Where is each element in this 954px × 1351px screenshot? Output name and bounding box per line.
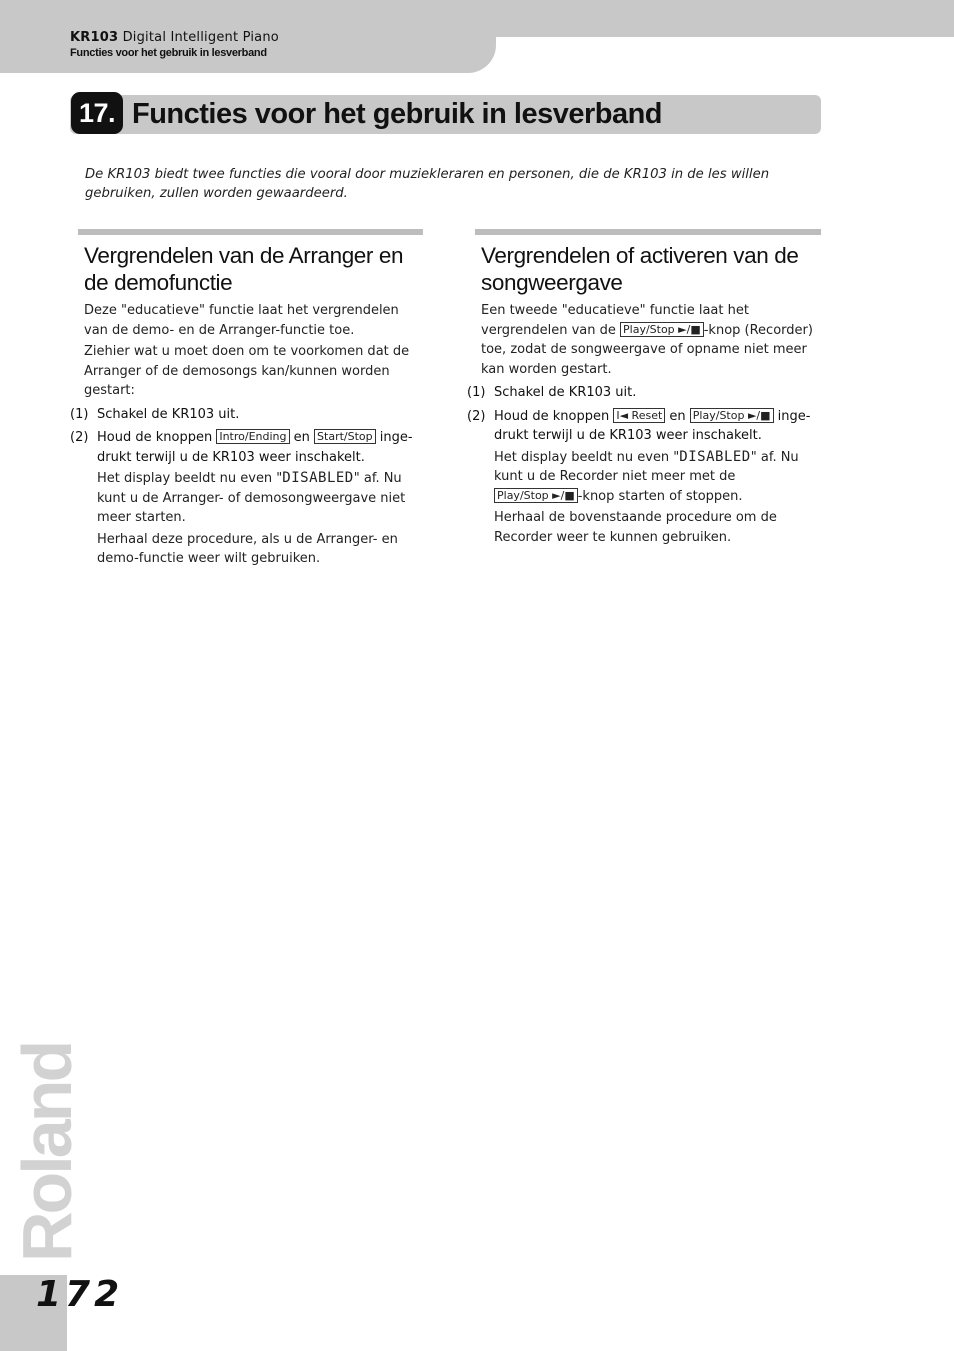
product-model: KR103 [70,30,119,45]
right-step-2 [467,407,821,548]
column-rule [475,229,821,235]
lcd-message: DISABLED [282,470,354,486]
step-number: (2) [467,408,486,424]
repeat-note: Herhaal deze procedure, als u de Arranger- en demo-functie weer wilt gebruiken. [97,531,398,566]
left-step-2 [70,428,423,569]
right-heading: Vergrendelen of activeren van de songweergave [481,243,799,295]
play-stop-key: Play/Stop ►/■ [494,488,578,503]
header-product [70,30,279,45]
step-text: Schakel de KR103 uit. [494,385,637,400]
step-text-part: en [665,408,690,424]
product-name: Digital Intelligent Piano [118,30,279,45]
step-number: (1) [467,385,486,400]
repeat-note: Herhaal de bovenstaande procedure om de Recorder weer te kunnen gebruiken. [494,510,777,545]
reset-key: I◄ Reset [613,408,665,423]
start-stop-key: Start/Stop [314,429,376,444]
roland-logo: Roland [8,1042,86,1262]
chapter-number: 17. [71,92,123,134]
para-text-part: -knop (Recorder) toe, zodat de songweergave of opname niet meer kan worden gestart. [481,322,813,377]
display-note [97,469,423,528]
column-rule [78,229,423,235]
page-number: 172 [36,1274,124,1315]
lcd-message: DISABLED [679,448,751,465]
left-heading: Vergrendelen van de Arranger en de demofunctie [84,243,404,295]
header-strip [496,0,954,37]
right-column [467,229,821,547]
note-text-part: -knop starten of stoppen. [577,488,743,504]
step-text-part: Houd de knoppen [494,408,614,424]
note-text-part: " af. Nu kunt u de Recorder niet meer met de [494,449,799,484]
left-column [70,229,423,569]
right-step-1 [467,383,821,403]
step-text [494,407,821,446]
left-para-1: Deze "educatieve" functie laat het vergrendelen van de demo- en de Arranger-functie toe. [84,303,399,338]
step-text-part: en [289,430,315,445]
intro-paragraph: De KR103 biedt twee functies die vooral door muziekleraren en personen, die de KR103 in de les willen gebruiken, zullen worden gewaardeerd. [85,167,770,201]
left-step-1 [70,405,423,425]
intro-ending-key: Intro/Ending [216,429,289,444]
note-text-part: Het display beeldt nu even " [97,471,283,486]
step-text: Schakel de KR103 uit. [97,406,240,422]
left-para-2: Ziehier wat u moet doen om te voorkomen dat de Arranger of de demosongs kan/kunnen worden gestart: [84,344,410,398]
step-text-part: inge-drukt terwijl u de KR103 weer inschakelt. [97,430,413,465]
step-text [97,428,423,467]
right-para-1 [481,301,821,379]
display-note [494,448,821,507]
play-stop-key: Play/Stop ►/■ [620,322,704,337]
step-text-part: Houd de knoppen [97,430,217,445]
step-text-part: inge-drukt terwijl u de KR103 weer inschakelt. [494,408,811,443]
note-text-part: " af. Nu kunt u de Arranger- of demosongweergave niet meer starten. [97,471,406,525]
note-text-part: Het display beeldt nu even " [494,449,680,465]
chapter-title: Functies voor het gebruik in lesverband [132,98,663,130]
step-number: (2) [70,430,89,445]
play-stop-key: Play/Stop ►/■ [690,408,774,423]
step-number: (1) [70,406,89,422]
header-section: Functies voor het gebruik in lesverband [70,47,267,59]
para-text-part: Een tweede "educatieve" functie laat het vergrendelen van de [481,303,749,338]
